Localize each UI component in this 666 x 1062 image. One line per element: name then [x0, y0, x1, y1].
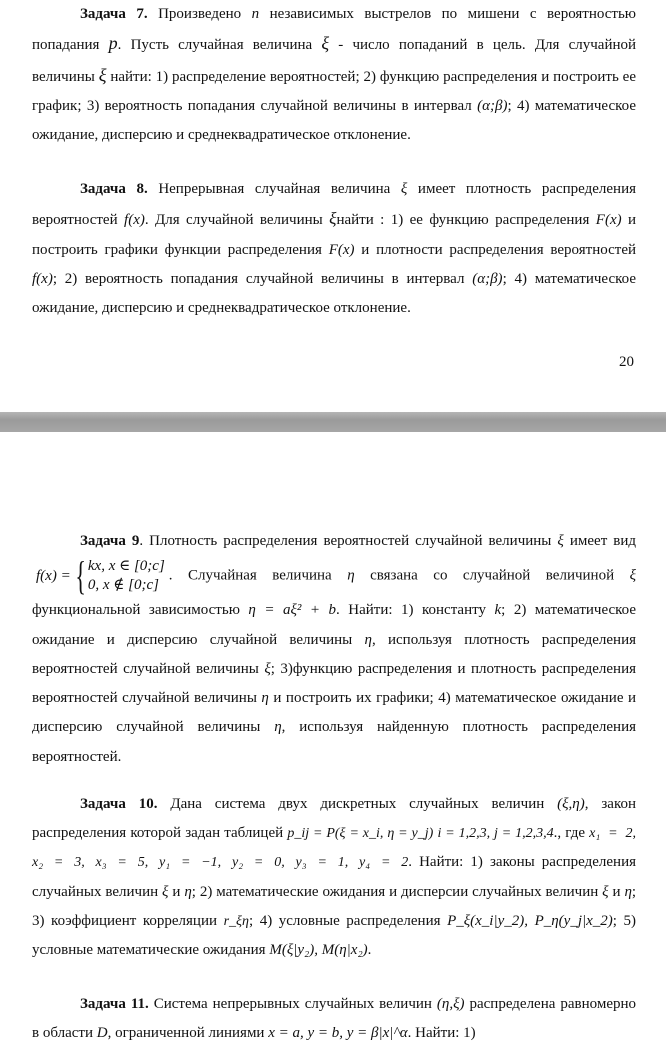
task-10-heading: Задача 10. — [80, 796, 158, 812]
task-8-paragraph: Задача 8. Непрерывная случайная величина ξ имеет плотность распределения вероятностей f(x). Для случайной величины ξнайти : 1) ее функцию распределения F(x) и построить графики функции распределения F(x) и плотности распределения вероятностей f(x); 2) вероятность попадания случайной величины в интервал (α;β); 4) математическое ожидание, дисперсию и среднеквадратическое отклонение. — [32, 181, 637, 317]
task-10-paragraph: Задача 10. Дана система двух дискретных случайных величин (ξ,η), закон распределения которой задан таблицей p_ij = P(ξ = x_i, η = y_j) i = 1,2,3, j = 1,2,3,4., где x₁ = 2, x₂ = 3, x₃ = 5, y₁ = −1, y₂ = 0, y₃ = 1, y₄ = 2. Найти: 1) законы распределения случайных величин ξ и η; 2) математические ожидания и дисперсии случайных величин ξ и η; 3) коэффициент корреляции r_ξη; 4) условные распределения P_ξ(x_i|y_2), P_η(y_j|x_2); 5) условные математические ожидания M(ξ|y₂), M(η|x₂). — [32, 796, 637, 959]
task-8-heading: Задача 8. — [80, 181, 148, 197]
task-7-paragraph: Задача 7. Произведено n независимых выстрелов по мишени с вероятностью попадания p. Пусть случайная величина ξ - число попаданий в цель. Для случайной величины ξ найти: 1) распределение вероятностей; 2) функцию распределения и построить ее график; 3) вероятность попадания случайной величины в интервал (α;β); 4) математическое ожидание, дисперсию и среднеквадратическое отклонение. — [32, 6, 637, 144]
brace-glyph: { — [75, 553, 86, 599]
page-21 — [0, 432, 666, 1062]
task-11-heading: Задача 11. — [80, 996, 149, 1012]
task-11-paragraph: Задача 11. Система непрерывных случайных величин (η,ξ) распределена равномерно в области D, ограниченной линиями x = a, y = b, y = β|x|^α. Найти: 1) — [32, 996, 637, 1042]
case-1: kx, x ∈ [0;c] — [87, 558, 165, 575]
piecewise-density-formula: f(x) = { kx, x ∈ [0;c] 0, x ∉ [0;c] — [36, 553, 165, 599]
case-2: 0, x ∉ [0;c] — [87, 577, 159, 594]
task-9-heading: Задача 9 — [80, 533, 140, 549]
page-separator — [0, 412, 666, 432]
page-20 — [0, 0, 666, 412]
page-number: 20 — [619, 354, 634, 370]
task-9-paragraph: Задача 9. Плотность распределения вероятностей случайной величины ξ имеет вид f(x) = { kx, x ∈ [0;c] 0, x ∉ [0;c] . Случайная величина η связана со случайной величиной ξ функциональной зависимостью η = aξ² + b. Найти: 1) константу k; 2) математическое ожидание и дисперсию случайной величины η, используя плотность распределения вероятностей случайной величины ξ; 3)функцию распределения и плотность распределения вероятностей случайной величины η и построить их графики; 4) математическое ожидание и дисперсию случайной величины η, используя найденную плотность распределения вероятностей. — [32, 533, 637, 765]
task-7-heading: Задача 7. — [80, 6, 148, 22]
